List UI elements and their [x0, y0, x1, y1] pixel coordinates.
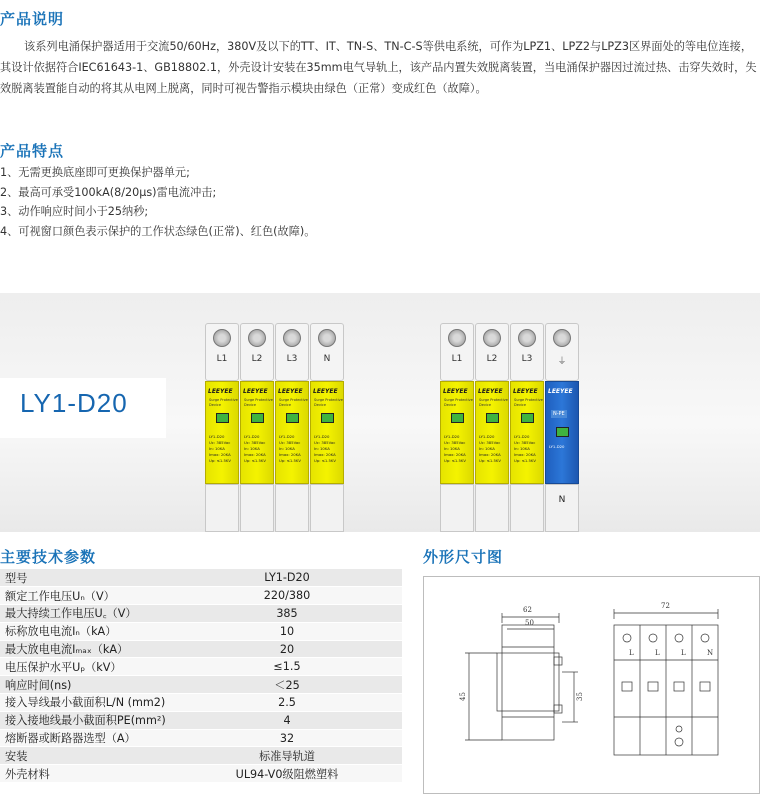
pole-label: L2 [486, 354, 498, 364]
module-brand: LEEYEE [313, 388, 338, 395]
spd-module: LEEYEE Surge Protective Device LY1-D20 Uc: 385Vac In: 10KA Imax: 20KA Up: ≤1.5KV [510, 381, 544, 484]
spec-name: 额定工作电压Uₙ（V） [0, 587, 172, 605]
spec-name: 外壳材料 [0, 765, 172, 783]
dim-width-front: 72 [661, 602, 670, 610]
status-window [321, 413, 334, 423]
product-banner [0, 293, 760, 532]
table-row [0, 605, 402, 623]
module-brand: LEEYEE [443, 388, 468, 395]
spd-module: LEEYEE Surge Protective Device LY1-D20 Uc: 385Vac In: 10KA Imax: 20KA Up: ≤1.5KV [240, 381, 274, 484]
spec-name: 最大持续工作电压U꜀（V） [0, 605, 172, 623]
spec-name: 标称放电电流Iₙ（kA） [0, 622, 172, 640]
ground-terminal-icon [553, 329, 571, 347]
spec-name: 最大放电电流Iₘₐₓ（kA） [0, 640, 172, 658]
spec-name: 熔断器或断路器选型（A） [0, 729, 172, 747]
dimensions-title: 外形尺寸图 [423, 548, 504, 566]
pole-label: L2 [251, 354, 263, 364]
terminal-screw-icon [483, 329, 501, 347]
spec-name: 安装 [0, 747, 172, 765]
terminal-screw-icon [318, 329, 336, 347]
spec-value: 32 [172, 729, 402, 747]
features-list [0, 163, 315, 241]
spec-name: 型号 [0, 569, 172, 587]
spec-value: ≤1.5 [172, 658, 402, 676]
npe-module: LEEYEE N-PE LY1-D20 [545, 381, 579, 484]
pole-label: L1 [216, 354, 228, 364]
front-label: L [655, 649, 660, 657]
spec-name: 响应时间(ns) [0, 676, 172, 694]
spec-value: LY1-D20 [172, 569, 402, 587]
spd-module: LEEYEE Surge Protective Device LY1-D20 Uc: 385Vac In: 10KA Imax: 20KA Up: ≤1.5KV [310, 381, 344, 484]
module-sub: Surge Protective Device [514, 398, 543, 407]
status-window [451, 413, 464, 423]
intro-paragraph: 该系列电涌保护器适用于交流50/60Hz，380V及以下的TT、IT、TN-S、TN-C-S等供电系统，可作为LPZ1、LPZ2与LPZ3区界面处的等电位连接，其设计依据符合IEC61643-1、GB18802.1，外壳设计安装在35mm电气导轨上，该产品内置失效脱离装置，当电涌保护器因过流过热、击穿失效时，失效脱离装置能自动的将其从电网上脱离，同时可视告警指示模块由绿色（正常）变成红色（故障）。 [0, 40, 757, 95]
spec-name: 接入导线最小截面积L/N (mm2) [0, 694, 172, 712]
specs-title: 主要技术参数 [0, 548, 97, 566]
table-row [0, 640, 402, 658]
pole-label: L3 [521, 354, 533, 364]
spec-value: 220/380 [172, 587, 402, 605]
status-window [286, 413, 299, 423]
module-sub: Surge Protective Device [479, 398, 508, 407]
dim-width-total: 62 [523, 606, 532, 614]
front-label: L [629, 649, 634, 657]
side-view [465, 613, 578, 740]
spec-value: 20 [172, 640, 402, 658]
terminal-screw-icon [518, 329, 536, 347]
terminal-screw-icon [448, 329, 466, 347]
feature-item: 4、可视窗口颜色表示保护的工作状态绿色(正常)、红色(故障)。 [0, 224, 316, 238]
module-brand: LEEYEE [278, 388, 303, 395]
feature-item: 1、无需更换底座即可更换保护器单元; [0, 166, 190, 179]
spec-value: UL94-V0级阻燃塑料 [172, 765, 402, 783]
spec-value: 2.5 [172, 694, 402, 712]
spd-module: LEEYEE Surge Protective Device LY1-D20 Uc: 385Vac In: 10KA Imax: 20KA Up: ≤1.5KV [275, 381, 309, 484]
status-window [521, 413, 534, 423]
terminal-screw-icon [248, 329, 266, 347]
module-brand: LEEYEE [513, 388, 538, 395]
spec-value: ＜25 [172, 676, 402, 694]
spd-module: LEEYEE Surge Protective Device LY1-D20 Uc: 385Vac In: 10KA Imax: 20KA Up: ≤1.5KV [440, 381, 474, 484]
table-row [0, 747, 402, 765]
npe-label: N-PE [553, 411, 565, 417]
module-brand: LEEYEE [478, 388, 503, 395]
status-window [486, 413, 499, 423]
features-title: 产品特点 [0, 142, 65, 160]
spd-module: LEEYEE Surge Protective Device LY1-D20 Uc: 385Vac In: 10KA Imax: 20KA Up: ≤1.5KV [205, 381, 239, 484]
module-sub: Surge Protective Device [314, 398, 343, 407]
status-window [556, 427, 569, 437]
model-tag [0, 378, 166, 438]
module-brand: LEEYEE [208, 388, 233, 395]
spec-value: 385 [172, 605, 402, 623]
pole-label: L3 [286, 354, 298, 364]
pole-label: L1 [451, 354, 463, 364]
table-row [0, 729, 402, 747]
table-row [0, 622, 402, 640]
module-sub: Surge Protective Device [244, 398, 273, 407]
table-row [0, 587, 402, 605]
dim-height-right: 35 [576, 692, 584, 701]
module-brand: LEEYEE [243, 388, 268, 395]
pole-bottom-label: N [558, 495, 566, 505]
front-label: N [707, 649, 714, 657]
spec-value: 10 [172, 622, 402, 640]
table-row [0, 765, 402, 783]
table-row [0, 658, 402, 676]
spd-module: LEEYEE Surge Protective Device LY1-D20 Uc: 385Vac In: 10KA Imax: 20KA Up: ≤1.5KV [475, 381, 509, 484]
model-name: LY1-D20 [20, 388, 128, 418]
terminal-screw-icon [213, 329, 231, 347]
terminal-screw-icon [283, 329, 301, 347]
feature-item: 3、动作响应时间小于25纳秒; [0, 205, 149, 218]
spec-name: 接入接地线最小截面积PE(mm²) [0, 711, 172, 729]
dimension-svg [424, 577, 760, 795]
module-sub: Surge Protective Device [279, 398, 308, 407]
dim-height-left: 45 [459, 692, 467, 701]
table-row [0, 676, 402, 694]
table-row [0, 694, 402, 712]
module-sub: Surge Protective Device [209, 398, 238, 407]
pole-label: ⏚ [557, 357, 567, 367]
front-view [614, 609, 718, 755]
spec-value: 4 [172, 711, 402, 729]
module-sub: Surge Protective Device [444, 398, 473, 407]
front-label: L [681, 649, 686, 657]
status-window [251, 413, 264, 423]
dimension-drawing [423, 576, 760, 794]
module-brand: LEEYEE [548, 388, 573, 395]
spec-value: 标准导轨道 [172, 747, 402, 765]
pole-label: N [323, 354, 331, 364]
table-row [0, 711, 402, 729]
dim-width-inner: 50 [525, 619, 534, 627]
spec-table [0, 569, 402, 783]
spec-name: 电压保护水平Uₚ（kV） [0, 658, 172, 676]
table-row [0, 569, 402, 587]
status-window [216, 413, 229, 423]
intro-title: 产品说明 [0, 10, 65, 28]
feature-item: 2、最高可承受100kA(8/20μs)雷电流冲击; [0, 185, 217, 199]
